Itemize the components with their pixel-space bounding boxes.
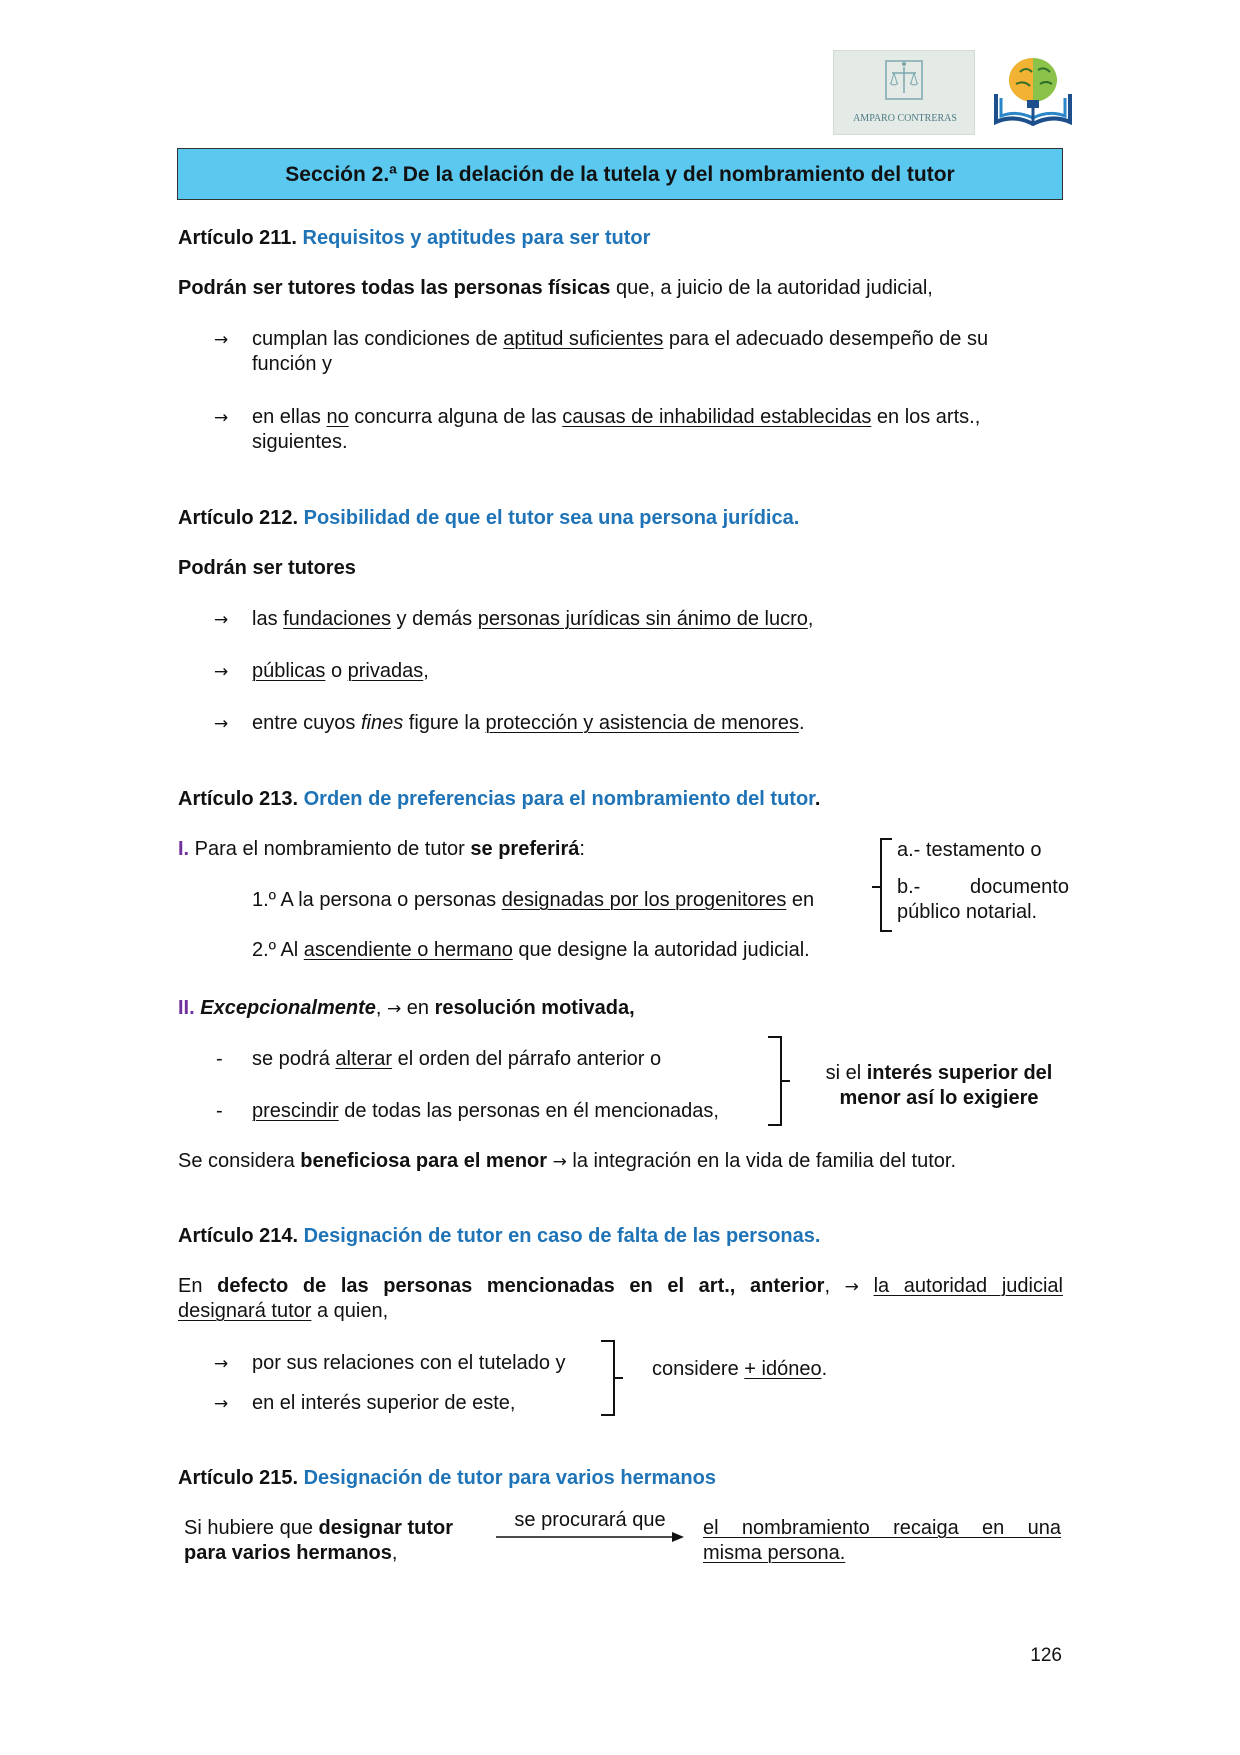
text: considere — [652, 1358, 745, 1380]
para-number: I. — [178, 838, 190, 860]
art-213-para-2 — [178, 996, 635, 1022]
arrow-icon: → — [214, 1394, 229, 1414]
bold-text: para varios hermanos — [184, 1542, 392, 1564]
text: 1.º A la persona o personas — [252, 889, 502, 911]
logo-text: AMPARO CONTRERAS — [853, 113, 957, 124]
art-213-title: Orden de preferencias para el nombramiento del tutor — [303, 788, 815, 810]
text: , — [807, 608, 814, 630]
text: o — [325, 660, 348, 682]
bold-text: designar tutor — [318, 1517, 453, 1539]
text: Si hubiere que — [184, 1517, 319, 1539]
art-214-heading — [178, 1224, 820, 1249]
scales-of-justice-icon — [834, 51, 976, 111]
text: a quien, — [311, 1300, 389, 1322]
text: b.- — [897, 876, 921, 898]
art-213-item-2 — [252, 938, 810, 963]
text: figure la — [403, 712, 486, 734]
art-213-dash-2 — [252, 1099, 719, 1124]
text: y demás — [391, 608, 478, 630]
text: en — [786, 889, 815, 911]
text: Para el nombramiento de tutor — [189, 838, 471, 860]
art-212-intro: Podrán ser tutores — [178, 557, 356, 579]
art-213-para-1 — [178, 837, 585, 862]
art-212-bullet-1 — [252, 607, 813, 632]
underlined-text: el nombramiento recaiga en una — [703, 1517, 1061, 1539]
art-212-bullet-3 — [252, 711, 805, 736]
text: . — [821, 1358, 828, 1380]
art-213-option-b — [897, 875, 1069, 900]
underlined-text: protección y asistencia de menores — [485, 712, 799, 734]
left-bracket — [880, 838, 892, 932]
art-212-title: Posibilidad de que el tutor sea una persona jurídica. — [303, 507, 800, 529]
text: el orden del párrafo anterior o — [392, 1048, 662, 1070]
underlined-text: alterar — [335, 1048, 393, 1070]
art-211-heading — [178, 226, 650, 251]
bracket-notch — [613, 1377, 623, 1379]
art-213-heading — [178, 787, 820, 812]
underlined-text: la autoridad judicial — [873, 1275, 1063, 1297]
art-213-item-1 — [252, 888, 814, 913]
underlined-text: prescindir — [252, 1100, 339, 1122]
text: 2.º Al — [252, 939, 304, 961]
art-215-result-line-1 — [703, 1516, 1061, 1541]
art-214-result — [652, 1357, 827, 1382]
art-211-intro — [178, 276, 933, 301]
art-214-bullet-1: por sus relaciones con el tutelado y — [252, 1352, 566, 1374]
art-212-bullet-2 — [252, 659, 429, 684]
text: de todas las personas en él mencionadas, — [338, 1100, 719, 1122]
arrow-icon: → — [214, 662, 229, 682]
text: que designe la autoridad judicial. — [512, 939, 810, 961]
art-214-bullet-2: en el interés superior de este, — [252, 1392, 516, 1414]
underlined-text: ascendiente o hermano — [303, 939, 513, 961]
art-215-result-line-2 — [703, 1541, 845, 1566]
art-211-bullet-1 — [252, 327, 988, 352]
arrow-icon: → — [386, 999, 402, 1019]
para-number: II. — [178, 997, 195, 1019]
bold-italic-text: Excepcionalmente — [200, 997, 376, 1019]
text: entre cuyos — [252, 712, 361, 734]
bracket-notch — [872, 886, 882, 888]
underlined-text: misma persona. — [703, 1542, 846, 1564]
text: cumplan las condiciones de — [252, 328, 504, 350]
art-211-label: Artículo 211. — [178, 227, 297, 249]
art-211-bullet-2 — [252, 405, 980, 430]
arrow-icon: → — [552, 1152, 567, 1172]
dash-marker: - — [216, 1100, 223, 1122]
dash-marker: - — [216, 1048, 223, 1070]
text: en los arts., — [871, 406, 981, 428]
text: para el adecuado desempeño de su — [663, 328, 989, 350]
bold-text: beneficiosa para el menor — [300, 1150, 548, 1172]
bracket-notch — [780, 1080, 790, 1082]
art-211-bullet-1-line-2: función y — [252, 353, 333, 375]
text: la integración en la vida de familia del tutor. — [566, 1150, 956, 1172]
long-arrow-icon — [496, 1530, 684, 1544]
art-214-label: Artículo 214. — [178, 1225, 299, 1247]
underlined-text: + idóneo — [744, 1358, 822, 1380]
art-213-option-a: a.- testamento o — [897, 839, 1042, 861]
art-214-line-1 — [178, 1274, 1063, 1300]
art-215-condition — [184, 1516, 453, 1566]
arrow-icon: → — [214, 714, 229, 734]
text: en — [401, 997, 435, 1019]
text: las — [252, 608, 284, 630]
bold-text: defecto de las personas mencionadas en el art., anterior — [217, 1275, 825, 1297]
art-212-heading — [178, 506, 799, 531]
text: , — [391, 1542, 398, 1564]
art-211-intro-bold: Podrán ser tutores todas las personas físicas — [178, 277, 611, 299]
art-211-title: Requisitos y aptitudes para ser tutor — [302, 227, 651, 249]
art-215-label: Artículo 215. — [178, 1467, 299, 1489]
art-212-label: Artículo 212. — [178, 507, 299, 529]
underlined-text: públicas — [252, 660, 326, 682]
page-number: 126 — [1030, 1645, 1062, 1666]
art-214-line-2 — [178, 1299, 388, 1324]
art-211-intro-rest: que, a juicio de la autoridad judicial, — [610, 277, 933, 299]
underlined-text: aptitud suficientes — [503, 328, 664, 350]
arrow-icon: → — [844, 1277, 859, 1297]
underlined-text: causas de inhabilidad establecidas — [562, 406, 872, 428]
art-213-dash-1 — [252, 1047, 661, 1072]
arrow-icon: → — [214, 610, 229, 630]
art-214-title: Designación de tutor en caso de falta de las personas. — [303, 1225, 821, 1247]
italic-text: fines — [360, 712, 404, 734]
text: , — [423, 660, 429, 682]
brain-book-icon — [990, 52, 1076, 130]
text: : — [579, 838, 585, 860]
text: si el — [825, 1062, 867, 1084]
art-211-bullet-2-line-2: siguientes. — [252, 431, 348, 453]
text: concurra alguna de las — [348, 406, 563, 428]
section-title: Sección 2.ª De la delación de la tutela y del nombramiento del tutor — [285, 162, 955, 186]
text: . — [798, 712, 805, 734]
text: en ellas — [252, 406, 327, 428]
section-title-box — [177, 148, 1063, 200]
art-215-heading — [178, 1466, 716, 1491]
art-215-title: Designación de tutor para varios hermanos — [303, 1467, 716, 1489]
art-213-label: Artículo 213. — [178, 788, 299, 810]
text: Se considera — [178, 1150, 301, 1172]
arrow-icon: → — [214, 408, 229, 428]
text: , — [824, 1275, 845, 1297]
bold-text: menor así lo exigiere — [839, 1087, 1039, 1109]
arrow-icon: → — [214, 1354, 229, 1374]
text: . — [814, 788, 821, 810]
art-213-condition — [808, 1061, 1070, 1111]
art-213-beneficial — [178, 1149, 956, 1175]
underlined-text: privadas — [347, 660, 424, 682]
text: En — [178, 1275, 218, 1297]
text: se podrá — [252, 1048, 336, 1070]
bold-text: interés superior del — [866, 1062, 1053, 1084]
arrow-icon: → — [214, 330, 229, 350]
bold-text: resolución motivada, — [434, 997, 635, 1019]
underlined-text: no — [326, 406, 349, 428]
underlined-text: fundaciones — [283, 608, 391, 630]
underlined-text: designadas por los progenitores — [501, 889, 787, 911]
amparo-contreras-logo — [833, 50, 975, 135]
text: , — [375, 997, 387, 1019]
underlined-text: designará tutor — [178, 1300, 312, 1322]
art-213-option-b-line-2: público notarial. — [897, 901, 1038, 923]
text: documento — [970, 876, 1069, 898]
bold-text: se preferirá — [470, 838, 580, 860]
art-215-arrow-label: se procurará que — [514, 1509, 666, 1531]
underlined-text: personas jurídicas sin ánimo de lucro — [477, 608, 808, 630]
